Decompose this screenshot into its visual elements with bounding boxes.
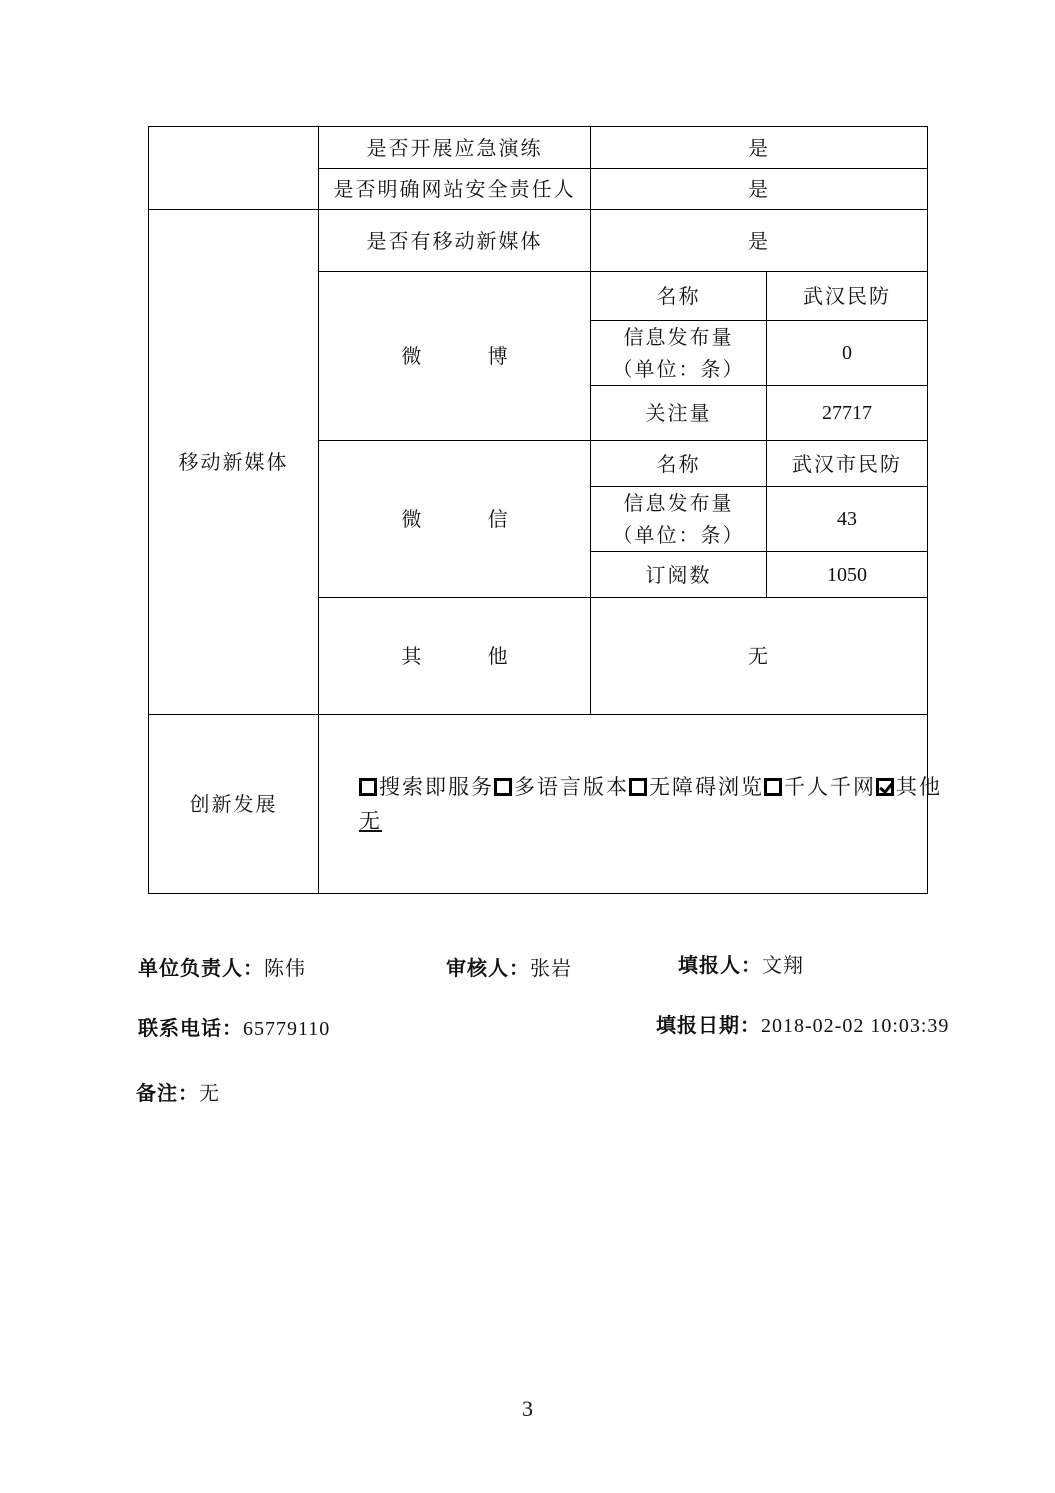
checkbox-accessibility[interactable] [629,778,647,796]
innovation-options [359,770,942,804]
filler-field [678,949,804,978]
leader-label: 单位负责人： [138,956,264,980]
option-label: 无障碍浏览 [649,775,764,799]
leader-value: 陈伟 [264,956,306,980]
weixin-posts-label [591,487,767,552]
weibo-name-label: 名称 [591,272,767,321]
reviewer-label: 审核人： [446,956,530,980]
innovation-other-line [359,804,917,838]
has-mobile-value: 是 [591,210,928,272]
page-number: 3 [522,1396,533,1421]
checkbox-multilingual[interactable] [494,778,512,796]
filler-label: 填报人： [678,953,762,977]
date-field [656,1009,949,1038]
weixin-name-value: 武汉市民防 [767,441,928,487]
reviewer-value: 张岩 [530,956,572,980]
checkbox-personalized[interactable] [764,778,782,796]
checkbox-other-checked[interactable] [876,778,894,796]
option-label: 搜索即服务 [379,775,494,799]
filler-value: 文翔 [762,953,804,977]
empty-section-cell [149,127,319,210]
innovation-section-label: 创新发展 [149,715,319,894]
option-label: 其他 [896,775,942,799]
option-label: 千人千网 [784,775,876,799]
innovation-options-cell [319,715,942,894]
note-value: 无 [199,1081,220,1105]
weixin-posts-value: 43 [767,487,928,552]
leader-field [138,952,306,981]
date-value: 2018-02-02 10:03:39 [761,1015,950,1037]
weibo-followers-label: 关注量 [591,386,767,441]
innovation-other-text: 无 [359,809,382,833]
table-row [149,210,928,272]
weibo-label: 微 博 [319,272,591,441]
drill-value: 是 [591,127,928,169]
table-row [149,715,928,894]
weibo-posts-label-line2: （单位：条） [612,357,745,381]
note-field [136,1077,220,1106]
weixin-label: 微 信 [319,441,591,598]
mobile-section-label: 移动新媒体 [149,210,319,715]
other-media-value: 无 [591,598,928,715]
weibo-posts-label [591,321,767,386]
weixin-name-label: 名称 [591,441,767,487]
weixin-posts-label-line2: （单位：条） [612,523,745,547]
phone-value: 65779110 [243,1018,331,1040]
reviewer-field [446,952,572,981]
other-media-label: 其 他 [319,598,591,715]
weibo-posts-label-line1: 信息发布量 [623,325,734,349]
security-officer-label: 是否明确网站安全责任人 [319,169,591,210]
weibo-posts-value: 0 [767,321,928,386]
security-officer-value: 是 [591,169,928,210]
phone-label: 联系电话： [138,1016,243,1040]
weixin-posts-label-line1: 信息发布量 [623,491,734,515]
option-label: 多语言版本 [514,775,629,799]
weixin-subs-label: 订阅数 [591,552,767,598]
has-mobile-label: 是否有移动新媒体 [319,210,591,272]
phone-field [138,1012,330,1041]
checkbox-search-service[interactable] [359,778,377,796]
weibo-name-value: 武汉民防 [767,272,928,321]
note-label: 备注： [136,1081,199,1105]
report-table [148,126,942,894]
drill-label: 是否开展应急演练 [319,127,591,169]
table-row [149,127,928,169]
weixin-subs-value: 1050 [767,552,928,598]
weibo-followers-value: 27717 [767,386,928,441]
date-label: 填报日期： [656,1013,761,1037]
